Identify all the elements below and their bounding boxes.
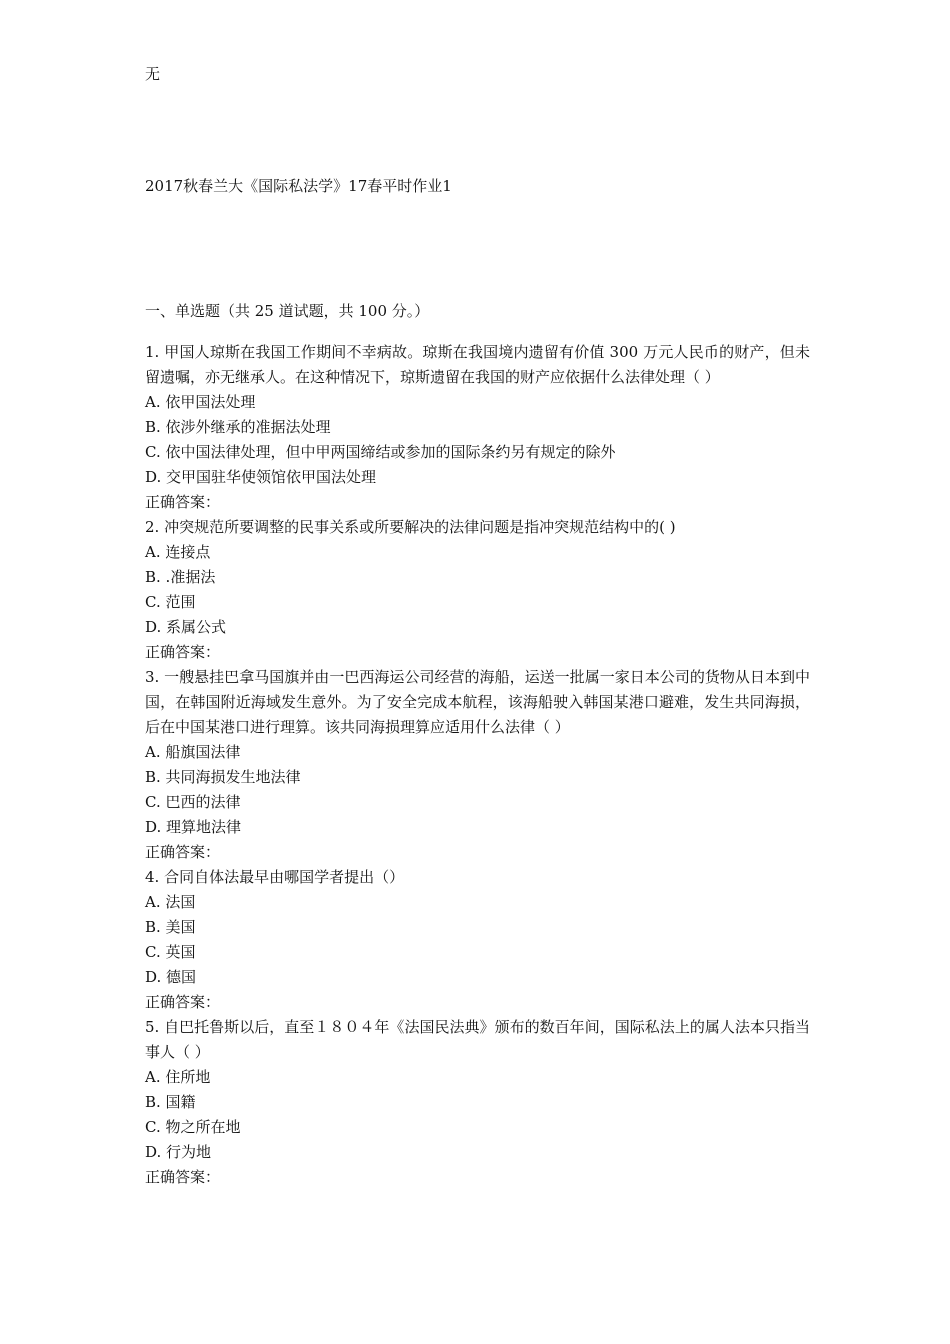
option-a: A. 依甲国法处理 bbox=[145, 393, 256, 411]
option-d: D. 德国 bbox=[145, 968, 197, 986]
option-d: D. 系属公式 bbox=[145, 618, 227, 636]
document-title: 2017秋春兰大《国际私法学》17春平时作业1 bbox=[145, 177, 452, 195]
option-c: C. 范围 bbox=[145, 593, 196, 611]
question-2 bbox=[145, 515, 810, 665]
option-b: B. 国籍 bbox=[145, 1093, 196, 1111]
question-text: 1. 甲国人琼斯在我国工作期间不幸病故。琼斯在我国境内遗留有价值 300 万元人民币的财产，但未留遗嘱，亦无继承人。在这种情况下，琼斯遗留在我国的财产应依据什么法律处理（ ） bbox=[145, 343, 810, 386]
option-b: B. .准据法 bbox=[145, 568, 216, 586]
option-a: A. 连接点 bbox=[145, 543, 211, 561]
question-4 bbox=[145, 865, 810, 1015]
option-b: B. 依涉外继承的准据法处理 bbox=[145, 418, 331, 436]
option-c: C. 巴西的法律 bbox=[145, 793, 241, 811]
question-5 bbox=[145, 1015, 810, 1190]
question-text: 5. 自巴托鲁斯以后，直至１８０４年《法国民法典》颁布的数百年间，国际私法上的属人法本只指当事人（ ） bbox=[145, 1018, 810, 1061]
option-d: D. 理算地法律 bbox=[145, 818, 242, 836]
option-d: D. 交甲国驻华使领馆依甲国法处理 bbox=[145, 468, 377, 486]
answer-label: 正确答案： bbox=[145, 643, 221, 661]
option-c: C. 依中国法律处理，但中甲两国缔结或参加的国际条约另有规定的除外 bbox=[145, 443, 616, 461]
option-d: D. 行为地 bbox=[145, 1143, 212, 1161]
answer-label: 正确答案： bbox=[145, 843, 221, 861]
document-content bbox=[145, 62, 810, 1190]
option-a: A. 船旗国法律 bbox=[145, 743, 241, 761]
question-text: 4. 合同自体法最早由哪国学者提出（） bbox=[145, 868, 405, 886]
option-c: C. 物之所在地 bbox=[145, 1118, 241, 1136]
option-c: C. 英国 bbox=[145, 943, 196, 961]
header-note: 无 bbox=[145, 65, 161, 83]
option-a: A. 法国 bbox=[145, 893, 196, 911]
answer-label: 正确答案： bbox=[145, 993, 221, 1011]
option-a: A. 住所地 bbox=[145, 1068, 211, 1086]
option-b: B. 美国 bbox=[145, 918, 196, 936]
answer-label: 正确答案： bbox=[145, 493, 221, 511]
question-text: 2. 冲突规范所要调整的民事关系或所要解决的法律问题是指冲突规范结构中的( ) bbox=[145, 518, 676, 536]
section-heading: 一、单选题（共 25 道试题，共 100 分。） bbox=[145, 302, 430, 320]
question-3 bbox=[145, 665, 810, 865]
option-b: B. 共同海损发生地法律 bbox=[145, 768, 301, 786]
answer-label: 正确答案： bbox=[145, 1168, 221, 1186]
question-text: 3. 一艘悬挂巴拿马国旗并由一巴西海运公司经营的海船，运送一批属一家日本公司的货物从日本到中国，在韩国附近海域发生意外。为了安全完成本航程，该海船驶入韩国某港口避难，发生共同海损，后在中国某港口进行理算。该共同海损理算应适用什么法律（ ） bbox=[145, 668, 810, 736]
question-1 bbox=[145, 340, 810, 515]
